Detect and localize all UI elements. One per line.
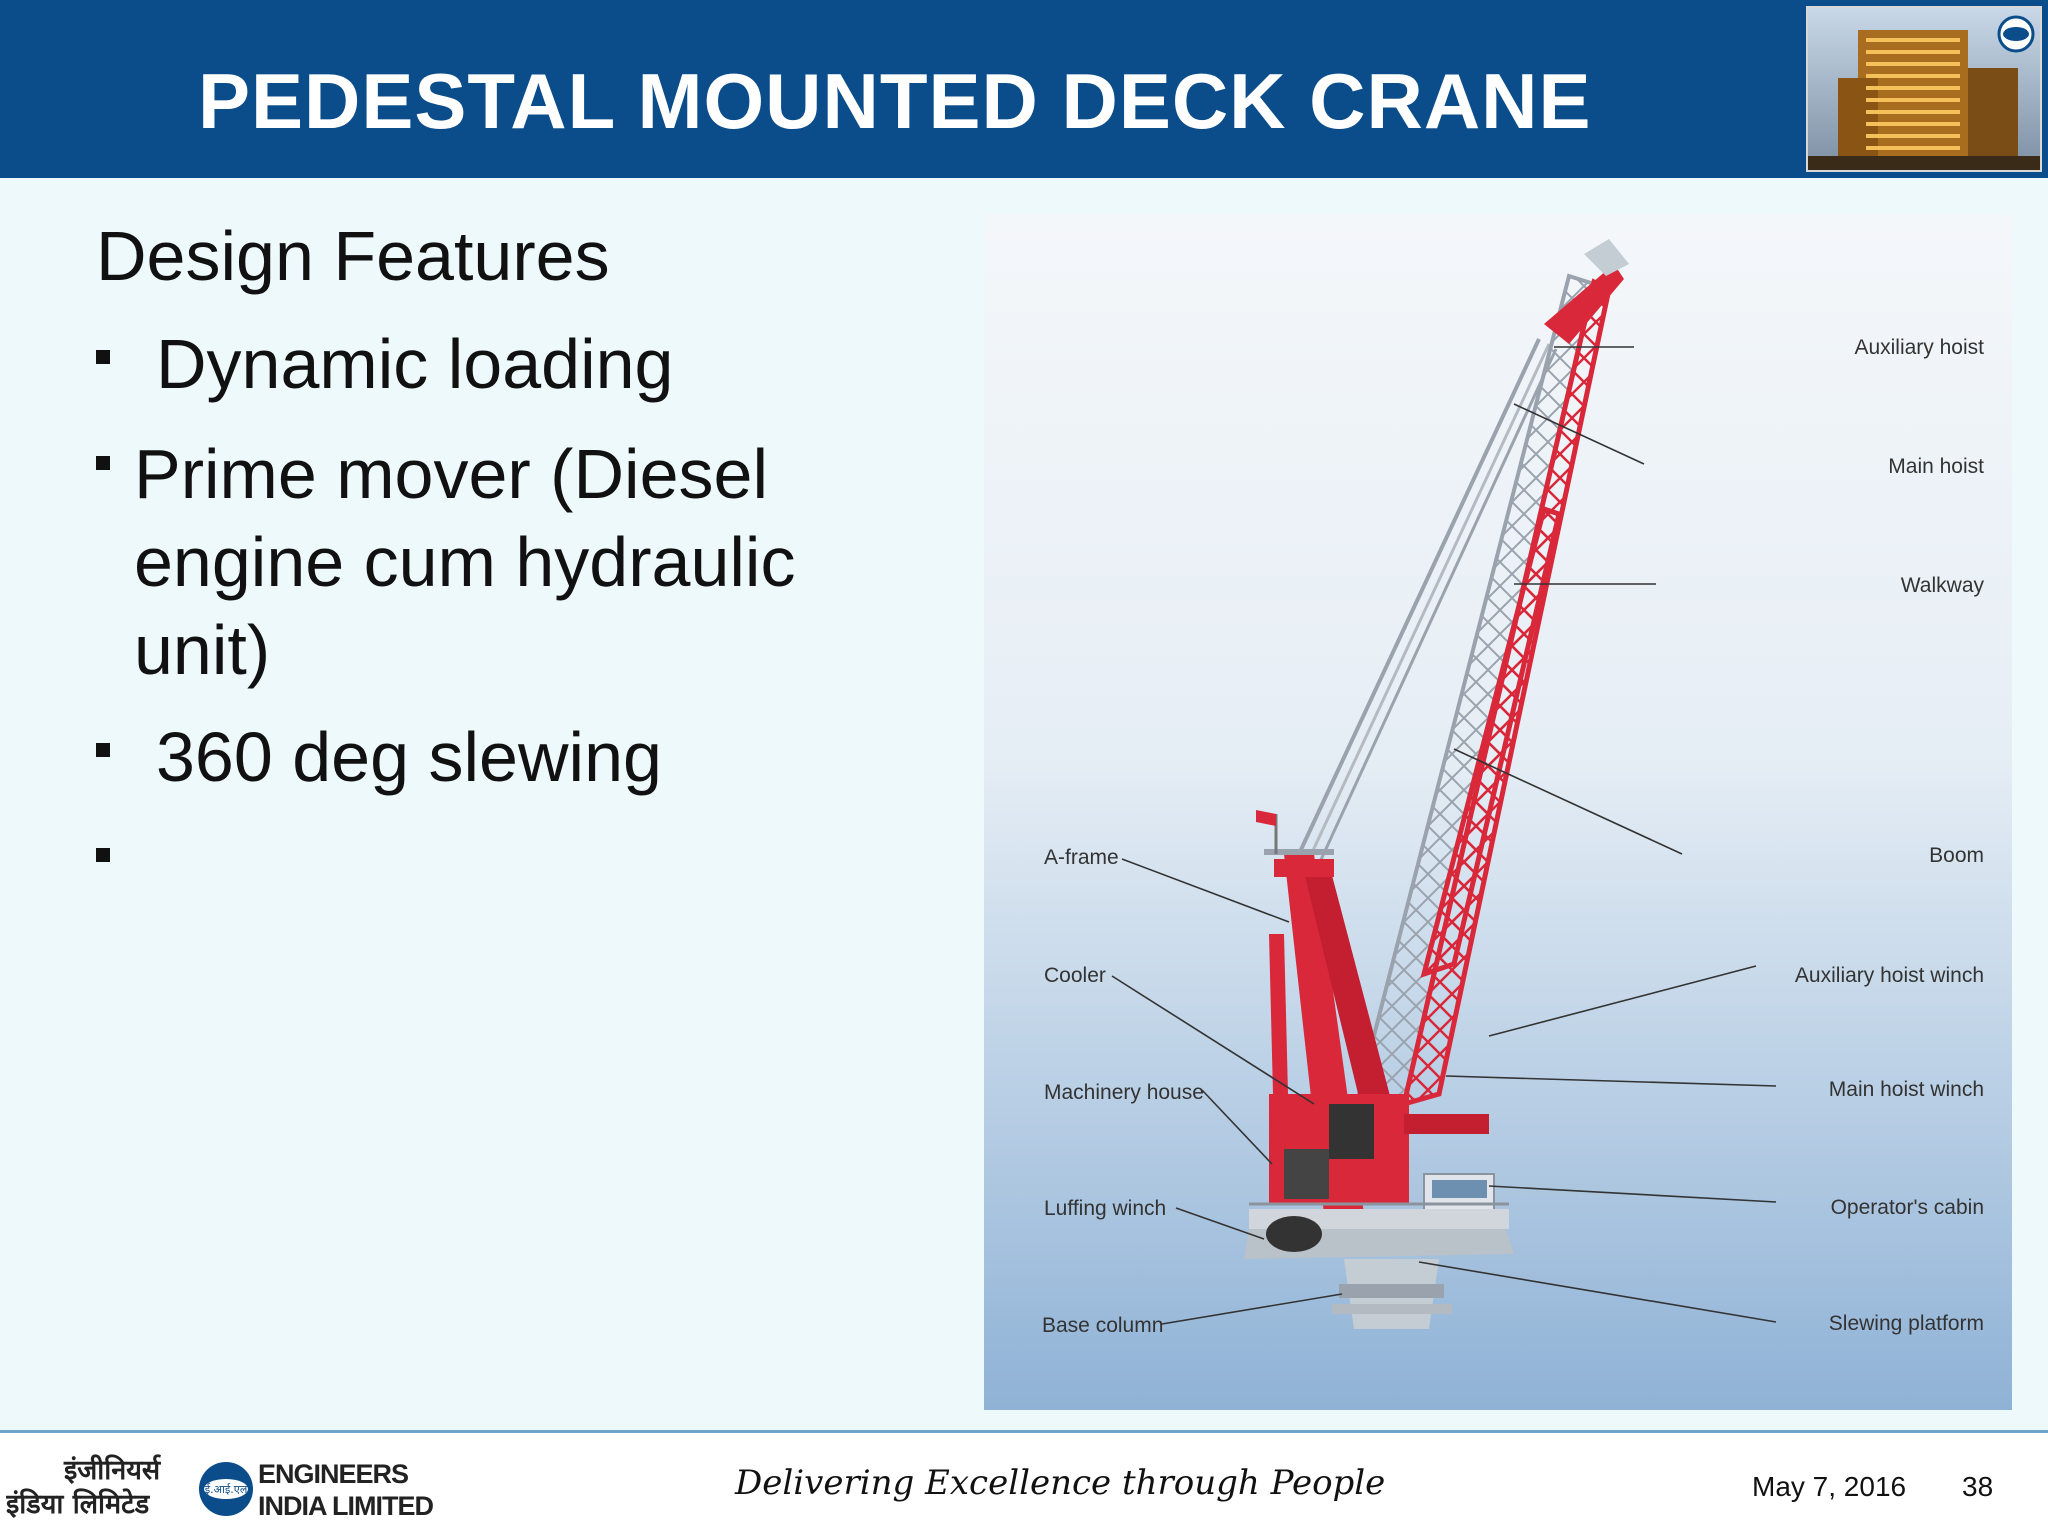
label-auxiliary-hoist: Auxiliary hoist xyxy=(1854,336,1984,359)
bullet-text: engine cum hydraulic xyxy=(134,523,796,601)
company-tagline: Delivering Excellence through People xyxy=(735,1463,1386,1503)
label-walkway: Walkway xyxy=(1900,574,1984,597)
bullet-marker xyxy=(96,456,110,470)
bullet-marker xyxy=(96,743,110,757)
logo-hindi-line2: इंडिया लिमिटेड xyxy=(6,1489,150,1520)
company-logo-graphic xyxy=(6,1451,446,1521)
bullet-marker xyxy=(96,350,110,364)
label-boom: Boom xyxy=(1929,844,1984,867)
title-bar xyxy=(0,0,2048,178)
label-auxiliary-hoist-winch: Auxiliary hoist winch xyxy=(1794,964,1984,987)
building-photo-graphic xyxy=(1808,8,2040,170)
label-main-hoist: Main hoist xyxy=(1888,455,1984,478)
logo-badge-text: ई.आई.एल xyxy=(204,1483,248,1496)
label-luffing-winch: Luffing winch xyxy=(1044,1197,1167,1220)
label-base-column: Base column xyxy=(1042,1314,1164,1337)
bullet-text: Dynamic loading xyxy=(156,325,674,403)
crane-diagram xyxy=(984,214,2012,1410)
logo-english-line1: ENGINEERS xyxy=(258,1459,409,1489)
label-cooler: Cooler xyxy=(1044,964,1106,987)
section-heading: Design Features xyxy=(96,217,610,295)
crane-illustration xyxy=(984,214,2012,1410)
logo-hindi-line1: इंजीनियर्स xyxy=(64,1455,161,1486)
page-number: 38 xyxy=(1962,1471,1994,1502)
bullet-empty xyxy=(96,826,110,914)
bullet-prime-mover xyxy=(96,430,796,689)
building-photo xyxy=(1806,6,2042,172)
label-slewing-platform: Slewing platform xyxy=(1828,1312,1984,1335)
bullet-text: 360 deg slewing xyxy=(156,718,662,796)
label-machinery-house: Machinery house xyxy=(1044,1081,1204,1104)
label-operators-cabin: Operator's cabin xyxy=(1830,1196,1984,1219)
bullet-dynamic-loading xyxy=(96,320,674,408)
slide-footer xyxy=(0,1433,2048,1536)
bullet-slewing xyxy=(96,713,662,801)
logo-english-line2: INDIA LIMITED xyxy=(258,1491,433,1521)
bullet-text: unit) xyxy=(134,611,271,689)
label-main-hoist-winch: Main hoist winch xyxy=(1828,1078,1984,1101)
label-a-frame: A-frame xyxy=(1044,846,1119,869)
slide-title: PEDESTAL MOUNTED DECK CRANE xyxy=(198,57,1592,145)
bullet-text: Prime mover (Diesel xyxy=(134,435,768,513)
bullet-marker xyxy=(96,848,110,862)
slide-date: May 7, 2016 xyxy=(1752,1471,1907,1502)
company-logo xyxy=(6,1451,446,1521)
